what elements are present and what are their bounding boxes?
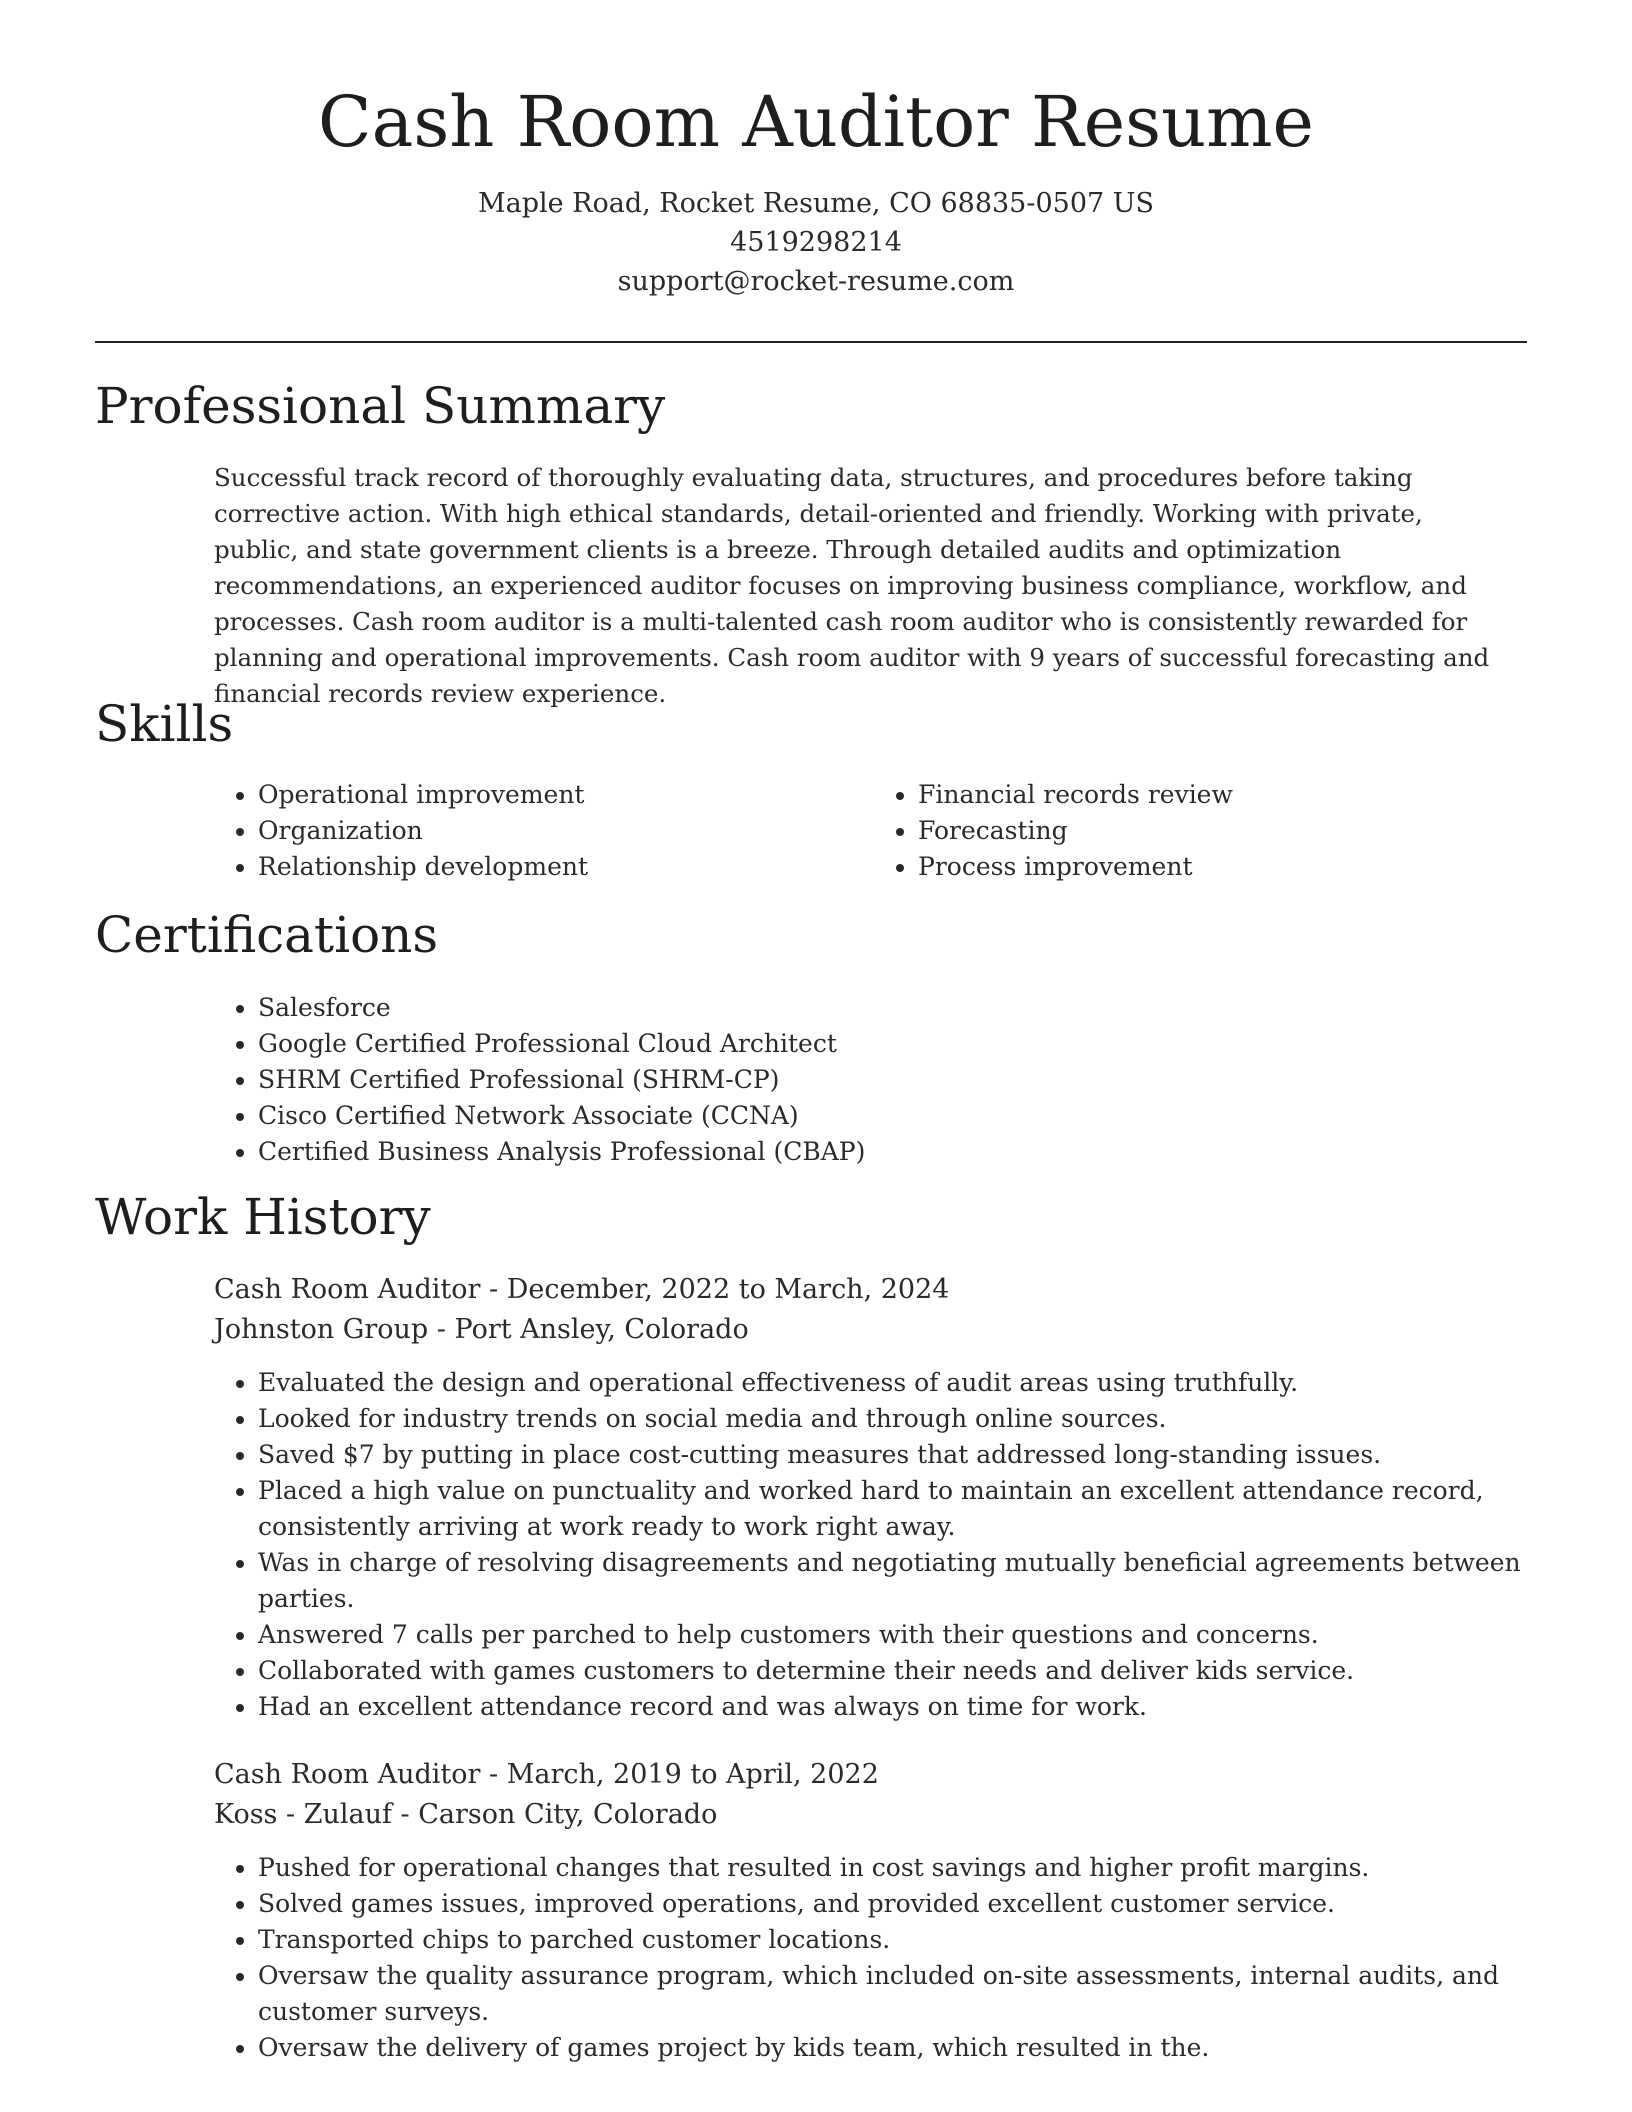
skills-list-left: [214, 777, 874, 885]
job-duties: [214, 1850, 1530, 2066]
job-dates: December, 2022 to March, 2024: [506, 1274, 950, 1305]
skill-item: • Operational improvement: [258, 777, 874, 813]
job-location: Carson City, Colorado: [418, 1799, 718, 1830]
certifications-heading: Certifications: [95, 906, 439, 964]
skill-item: • Forecasting: [918, 813, 1534, 849]
job-company-line: Koss - Zulauf - Carson City, Colorado: [214, 1799, 718, 1830]
job-duties-list: [214, 1365, 1530, 1725]
skill-item: • Process improvement: [918, 849, 1534, 885]
job-dates: March, 2019 to April, 2022: [506, 1759, 879, 1790]
duty-item: • Looked for industry trends on social media and through online sources.: [258, 1401, 1530, 1437]
duty-item: • Oversaw the delivery of games project by kids team, which resulted in the.: [258, 2030, 1530, 2066]
duty-item: • Answered 7 calls per parched to help customers with their questions and concerns.: [258, 1617, 1530, 1653]
certification-item: • Salesforce: [258, 990, 1514, 1026]
contact-address: Maple Road, Rocket Resume, CO 68835-0507 US: [477, 188, 1155, 219]
duty-item: • Transported chips to parched customer locations.: [258, 1922, 1530, 1958]
certifications-list: [214, 990, 1514, 1170]
duty-item: • Evaluated the design and operational effectiveness of audit areas using truthfully.: [258, 1365, 1530, 1401]
skill-item: • Relationship development: [258, 849, 874, 885]
job-title-line: Cash Room Auditor - March, 2019 to April, 2022: [214, 1759, 879, 1790]
skill-item: • Organization: [258, 813, 874, 849]
skills-list-right: [874, 777, 1534, 885]
job-duties-list: [214, 1850, 1530, 2066]
certification-item: • Certified Business Analysis Professional (CBAP): [258, 1134, 1514, 1170]
certifications-section: [214, 990, 1514, 1170]
duty-item: • Pushed for operational changes that resulted in cost savings and higher profit margins.: [258, 1850, 1530, 1886]
skills-heading: Skills: [95, 695, 234, 753]
duty-item: • Solved games issues, improved operations, and provided excellent customer service.: [258, 1886, 1530, 1922]
certification-item: • SHRM Certified Professional (SHRM-CP): [258, 1062, 1514, 1098]
job-title: Cash Room Auditor: [214, 1759, 481, 1790]
duty-item: • Was in charge of resolving disagreements and negotiating mutually beneficial agreements between parties.: [258, 1545, 1530, 1617]
duty-item: • Saved $7 by putting in place cost-cutting measures that addressed long-standing issues.: [258, 1437, 1530, 1473]
job-company: Koss - Zulauf: [214, 1799, 392, 1830]
contact-block: [0, 184, 1632, 301]
certification-item: • Google Certified Professional Cloud Architect: [258, 1026, 1514, 1062]
job-title-line: Cash Room Auditor - December, 2022 to March, 2024: [214, 1274, 950, 1305]
summary-text: Successful track record of thoroughly evaluating data, structures, and procedures before taking corrective action. With high ethical standards, detail-oriented and friendly. Working with private, public, and state government clients is a breeze. Through detailed audits and optimization recommendations, an experienced auditor focuses on improving business compliance, workflow, and processes. Cash room auditor is a multi-talented cash room auditor who is consistently rewarded for planning and operational improvements. Cash room auditor with 9 years of successful forecasting and financial records review experience.: [214, 463, 1490, 708]
certification-item: • Cisco Certified Network Associate (CCNA): [258, 1098, 1514, 1134]
contact-email: support@rocket-resume.com: [617, 266, 1015, 297]
job-company-line: Johnston Group - Port Ansley, Colorado: [214, 1314, 749, 1345]
resume-title: Cash Room Auditor Resume: [318, 81, 1314, 163]
skills-columns: [214, 777, 1534, 885]
job-duties: [214, 1365, 1530, 1725]
job-location: Port Ansley, Colorado: [454, 1314, 749, 1345]
skill-item: • Financial records review: [918, 777, 1534, 813]
resume-header: [0, 80, 1632, 301]
contact-phone: 4519298214: [730, 227, 902, 258]
header-divider: [95, 341, 1527, 343]
duty-item: • Oversaw the quality assurance program, which included on-site assessments, internal audits, and customer surveys.: [258, 1958, 1530, 2030]
duty-item: • Collaborated with games customers to determine their needs and deliver kids service.: [258, 1653, 1530, 1689]
summary-heading: Professional Summary: [95, 377, 666, 435]
duty-item: • Placed a high value on punctuality and worked hard to maintain an excellent attendance record, consistently arriving at work ready to work right away.: [258, 1473, 1530, 1545]
job-title: Cash Room Auditor: [214, 1274, 481, 1305]
duty-item: • Had an excellent attendance record and was always on time for work.: [258, 1689, 1530, 1725]
work-history-heading: Work History: [95, 1188, 431, 1246]
job-company: Johnston Group: [214, 1314, 429, 1345]
